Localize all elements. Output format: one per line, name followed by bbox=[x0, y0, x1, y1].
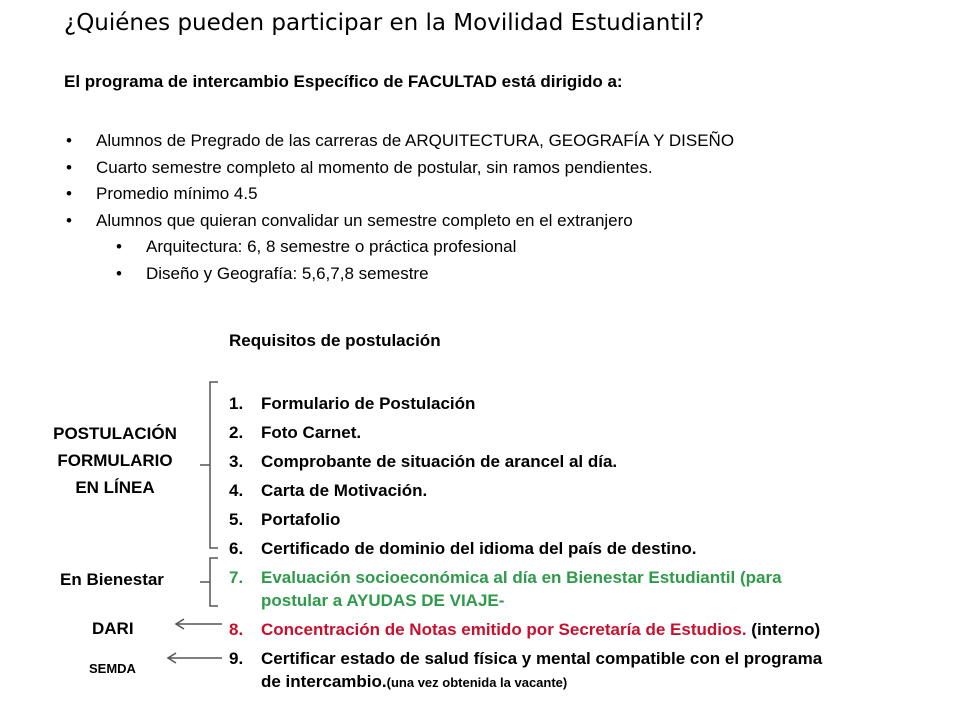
bullet-icon: • bbox=[66, 184, 72, 203]
sub-list-item: • Arquitectura: 6, 8 semestre o práctica profesional bbox=[66, 234, 734, 261]
arrow-to-dari-icon bbox=[176, 619, 222, 629]
dari-label: DARI bbox=[92, 619, 134, 638]
bienestar-label: En Bienestar bbox=[60, 570, 164, 589]
page-title: ¿Quiénes pueden participar en la Movilidad Estudiantil? bbox=[64, 10, 705, 36]
requirement-item: 9. Certificar estado de salud física y mental compatible con el programa bbox=[229, 649, 823, 668]
list-item: • Alumnos que quieran convalidar un semestre completo en el extranjero bbox=[66, 208, 734, 235]
bullet-icon: • bbox=[66, 131, 72, 150]
requirement-item: 7. Evaluación socioeconómica al día en Bienestar Estudiantil (para bbox=[229, 568, 782, 587]
requirement-continuation: de intercambio.(una vez obtenida la vacante) bbox=[261, 672, 568, 691]
requirement-item: 3. Comprobante de situación de arancel al día. bbox=[229, 452, 618, 471]
list-item: • Cuarto semestre completo al momento de postular, sin ramos pendientes. bbox=[66, 155, 734, 182]
online-application-label: POSTULACIÓN FORMULARIO EN LÍNEA bbox=[53, 424, 177, 497]
postulacion-bracket bbox=[200, 382, 218, 548]
semda-label: SEMDA bbox=[89, 661, 136, 676]
sub-list-item: • Diseño y Geografía: 5,6,7,8 semestre bbox=[66, 261, 734, 288]
requirements-heading: Requisitos de postulación bbox=[229, 331, 441, 350]
requirement-item: 8. Concentración de Notas emitido por Secretaría de Estudios. (interno) bbox=[229, 620, 821, 639]
requirement-item: 1. Formulario de Postulación bbox=[229, 394, 476, 413]
list-item: • Alumnos de Pregrado de las carreras de ARQUITECTURA, GEOGRAFÍA Y DISEÑO bbox=[66, 128, 734, 155]
requirement-item: 5. Portafolio bbox=[229, 510, 341, 529]
requirement-continuation: postular a AYUDAS DE VIAJE- bbox=[261, 591, 505, 610]
requirement-item: 6. Certificado de dominio del idioma del país de destino. bbox=[229, 539, 697, 558]
requirement-item: 4. Carta de Motivación. bbox=[229, 481, 428, 500]
bullet-icon: • bbox=[116, 237, 122, 256]
bullet-icon: • bbox=[116, 263, 122, 283]
requirement-item: 2. Foto Carnet. bbox=[229, 423, 362, 442]
intro-text: El programa de intercambio Específico de FACULTAD está dirigido a: bbox=[64, 72, 623, 91]
bullet-icon: • bbox=[66, 210, 72, 230]
list-item: • Promedio mínimo 4.5 bbox=[66, 181, 734, 208]
arrow-to-semda-icon bbox=[168, 653, 222, 663]
bienestar-bracket bbox=[200, 558, 218, 606]
bullet-icon: • bbox=[66, 157, 72, 177]
